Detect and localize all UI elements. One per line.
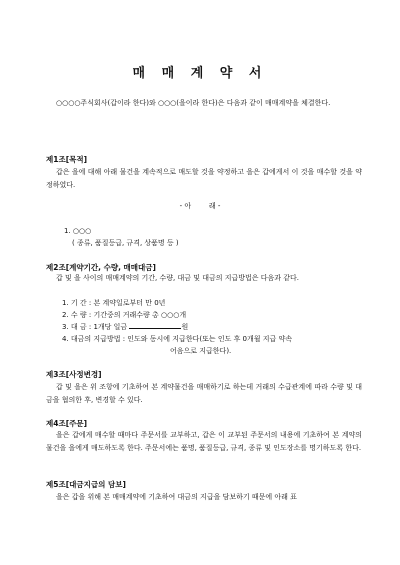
article2-item-price-row xyxy=(62,321,188,334)
article2-item-payment-cont: 어음으로 지급한다). xyxy=(170,347,232,355)
article4-heading: 제4조[주문] xyxy=(46,419,88,428)
price-unit: 원 xyxy=(181,323,189,331)
article3-body: 갑 및 을은 위 조항에 기초하여 본 계약물건을 매매하기로 하는데 거래의 수급관계에 따라 수량 및 대금을 협의한 후, 변경할 수 있다. xyxy=(46,383,362,404)
article5-body: 을은 갑을 위해 본 매매계약에 기초하여 대금의 지급을 담보하기 때문에 아래 표 xyxy=(56,493,297,501)
article5-heading: 제5조[대금지급의 담보] xyxy=(46,480,126,489)
article1-item: 1. ○○○ xyxy=(64,227,92,235)
intro-paragraph: ○○○○주식회사(갑이라 한다)와 ○○○(을이라 한다)은 다음과 같이 매매계약을 체결한다. xyxy=(56,99,331,107)
article4-body: 을은 갑에게 매수할 때마다 주문서를 교부하고, 갑은 이 교부된 주문서의 내용에 기초하여 본 계약의 물건을 을에게 매도하도록 한다. 주문서에는 품명, 품질등급, 규격, 종류 및 인도장소를 명기하도록 한다. xyxy=(46,431,362,452)
article2-item-price: 3. 대 금 : 1개당 일금 xyxy=(62,323,128,331)
article2-heading: 제2조[계약기간, 수량, 매매대금] xyxy=(46,263,156,272)
price-blank-line xyxy=(129,321,181,329)
article3-heading: 제3조[사정변경] xyxy=(46,370,102,379)
article2-item-period: 1. 기 간 : 본 계약일로부터 만 0년 xyxy=(62,299,166,307)
article1-heading: 제1조[목적] xyxy=(46,155,88,164)
article1-item-detail: ( 종류, 품질등급, 규격, 상품명 등 ) xyxy=(72,239,179,247)
article2-item-quantity: 2. 수 량 : 기간중의 거래수량 총 ○○○개 xyxy=(62,311,187,319)
article1-body: 갑은 을에 대해 아래 물건을 계속적으로 매도할 것을 약정하고 을은 갑에게서 이 것을 매수할 것을 약정하였다. xyxy=(46,168,362,189)
article2-item-payment: 4. 대금의 지급방법 : 인도와 동시에 지급한다(또는 인도 후 0개월 지급 약속 xyxy=(62,335,293,343)
document-title: 매 매 계 약 서 xyxy=(132,66,268,81)
article1-center-label: - 아 래 - xyxy=(179,202,221,210)
article2-body: 갑 및 을 사이의 매매계약의 기간, 수량, 대금 및 대금의 지급방법은 다음과 같다. xyxy=(56,274,299,282)
